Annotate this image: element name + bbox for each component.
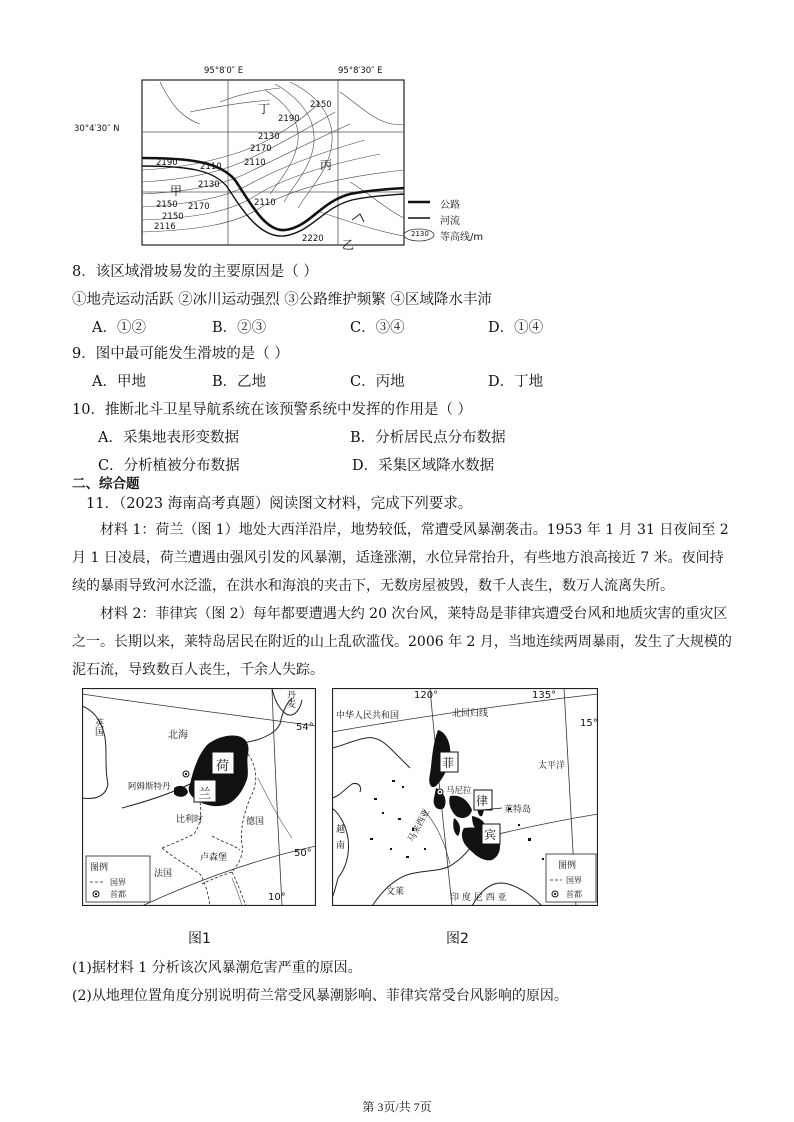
topographic-map (70, 62, 510, 252)
legend-road-label: 公路 (440, 200, 460, 211)
contour-label: 2220 (302, 234, 324, 244)
material-2-line-2: 之一。长期以来，莱特岛居民在附近的山上乱砍滥伐。2006 年 2 月，当地连续两周暴雨，发生了大规模的 (72, 634, 732, 650)
page-footer: 第 3页/共 7页 (362, 1100, 432, 1114)
lat50-label: 50° (294, 848, 312, 859)
latitude-label: 30°4′30″ N (74, 124, 120, 134)
sub-question-2: (2)从地理位置角度分别说明荷兰常受风暴潮影响、菲律宾常受台风影响的原因。 (72, 988, 568, 1004)
fig2-legend-border: 国界 (566, 876, 582, 885)
place-jia: 甲 (170, 184, 183, 198)
material-2-line-1: 材料 2：菲律宾（图 2）每年都要遭遇大约 20 次台风，莱特岛是菲律宾遭受台风和地质灾害的重灾区 (100, 606, 728, 622)
manila-label: 马尼拉 (446, 786, 472, 796)
fig2-legend-capital: 首都 (566, 890, 582, 899)
contour-label: 2150 (310, 100, 332, 110)
fig1-legend-border: 国界 (110, 878, 126, 887)
q9-option-b[interactable]: B．乙地 (212, 374, 267, 390)
legend-contour-sample: 2130 (411, 230, 429, 238)
figure-2-philippines-map (332, 688, 598, 906)
contour-label: 2110 (254, 198, 276, 208)
question-8-statements: ①地壳运动活跃 ②冰川运动强烈 ③公路维护频繁 ④区域降水丰沛 (72, 292, 492, 308)
lat54-label: 54° (296, 722, 314, 733)
denmark-label: 丹麦 (285, 690, 295, 708)
contour-label: 2150 (156, 200, 178, 210)
philippines-label-c: 宾 (484, 828, 497, 842)
vietnam-label-a: 越 (336, 825, 346, 835)
q10-option-c[interactable]: C．分析植被分布数据 (98, 458, 240, 474)
longitude-left-label: 95°8′0″ E (204, 66, 244, 76)
legend-contour-label: 等高线/m (440, 232, 484, 243)
philippines-label-a: 菲 (442, 756, 455, 770)
brunei-label: 文莱 (386, 887, 405, 897)
contour-label: 2110 (244, 158, 266, 168)
fig1-legend-capital: 首都 (110, 890, 126, 899)
contour-label: 2116 (154, 222, 176, 232)
place-bing: 丙 (320, 158, 333, 172)
contour-label: 2190 (278, 114, 300, 124)
question-11-stem: 11．（2023 海南高考真题）阅读图文材料，完成下列要求。 (86, 496, 473, 512)
question-10-stem: 10．推断北斗卫星导航系统在该预警系统中发挥的作用是（ ） (72, 402, 473, 418)
material-1-line-1: 材料 1：荷兰（图 1）地处大西洋沿岸，地势较低，常遭受风暴潮袭击。1953 年 1 月 31 日夜间至 2 (100, 522, 729, 538)
legend-river-label: 河流 (440, 216, 460, 227)
q8-option-d[interactable]: D．①④ (488, 320, 544, 336)
q8-option-c[interactable]: C．③④ (350, 320, 405, 336)
netherlands-label-b: 兰 (198, 787, 212, 802)
lon135-label: 135° (532, 690, 557, 701)
place-yi: 乙 (342, 238, 355, 252)
north-sea-label: 北海 (168, 730, 188, 741)
belgium-label: 比利时 (176, 815, 204, 825)
fig2-legend-title: 图例 (558, 861, 577, 871)
lat15-label: 15° (580, 718, 598, 729)
uk-label: 英国 (93, 718, 103, 736)
pacific-label: 太平洋 (538, 761, 566, 771)
material-1-line-3: 续的暴雨导致河水泛滥，在洪水和海浪的夹击下，无数房屋被毁，数千人丧生，数万人流离失所。 (72, 578, 674, 594)
q9-option-d[interactable]: D．丁地 (488, 374, 544, 390)
contour-label: 2170 (250, 144, 272, 154)
q10-option-a[interactable]: A．采集地表形变数据 (98, 430, 239, 446)
figure-2-caption: 图2 (446, 931, 469, 947)
section-title: 二、综合题 (72, 476, 140, 492)
germany-label: 德国 (246, 817, 265, 827)
place-ding: 丁 (258, 102, 271, 116)
contour-label: 2190 (156, 158, 178, 168)
figure-1-caption: 图1 (188, 931, 211, 947)
figure-1-netherlands-map (82, 688, 316, 906)
tropic-label: 北回归线 (452, 709, 489, 719)
france-label: 法国 (154, 869, 173, 879)
indonesia-label: 印 度 尼 西 亚 (450, 893, 507, 903)
contour-label: 2130 (198, 180, 220, 190)
china-label: 中华人民共和国 (336, 711, 400, 721)
philippines-label-b: 律 (476, 794, 489, 808)
question-8-stem: 8．该区域滑坡易发的主要原因是（ ） (72, 264, 318, 280)
question-9-stem: 9．图中最可能发生滑坡的是（ ） (72, 346, 289, 362)
leyte-label: 莱特岛 (504, 805, 532, 815)
malaysia-label: 马来西亚 (406, 807, 433, 845)
q8-option-a[interactable]: A．①② (92, 320, 146, 336)
contour-label: 2130 (258, 132, 280, 142)
longitude-right-label: 95°8′30″ E (338, 66, 383, 76)
material-1-line-2: 月 1 日凌晨，荷兰遭遇由强风引发的风暴潮，适逢涨潮，水位异常抬升，有些地方浪高接近 7 米。夜间持 (72, 550, 724, 566)
q9-option-c[interactable]: C．丙地 (350, 374, 405, 390)
q10-option-d[interactable]: D．采集区域降水数据 (352, 458, 495, 474)
luxembourg-label: 卢森堡 (200, 853, 228, 863)
contour-label: 2150 (162, 212, 184, 222)
lon120-label: 120° (414, 690, 439, 701)
contour-label: 2110 (200, 162, 222, 172)
netherlands-label-a: 荷 (216, 759, 230, 774)
fig1-legend-title: 图例 (90, 863, 109, 873)
q10-option-b[interactable]: B．分析居民点分布数据 (350, 430, 506, 446)
sub-question-1: (1)据材料 1 分析该次风暴潮危害严重的原因。 (72, 960, 362, 976)
contour-label: 2170 (188, 202, 210, 212)
material-2-line-3: 泥石流，导致数百人丧生，千余人失踪。 (72, 662, 324, 678)
q8-option-b[interactable]: B．②③ (212, 320, 267, 336)
lon10-label: 10° (268, 892, 286, 903)
amsterdam-label: 阿姆斯特丹 (128, 782, 171, 792)
vietnam-label-b: 南 (336, 841, 346, 851)
q9-option-a[interactable]: A．甲地 (92, 374, 146, 390)
